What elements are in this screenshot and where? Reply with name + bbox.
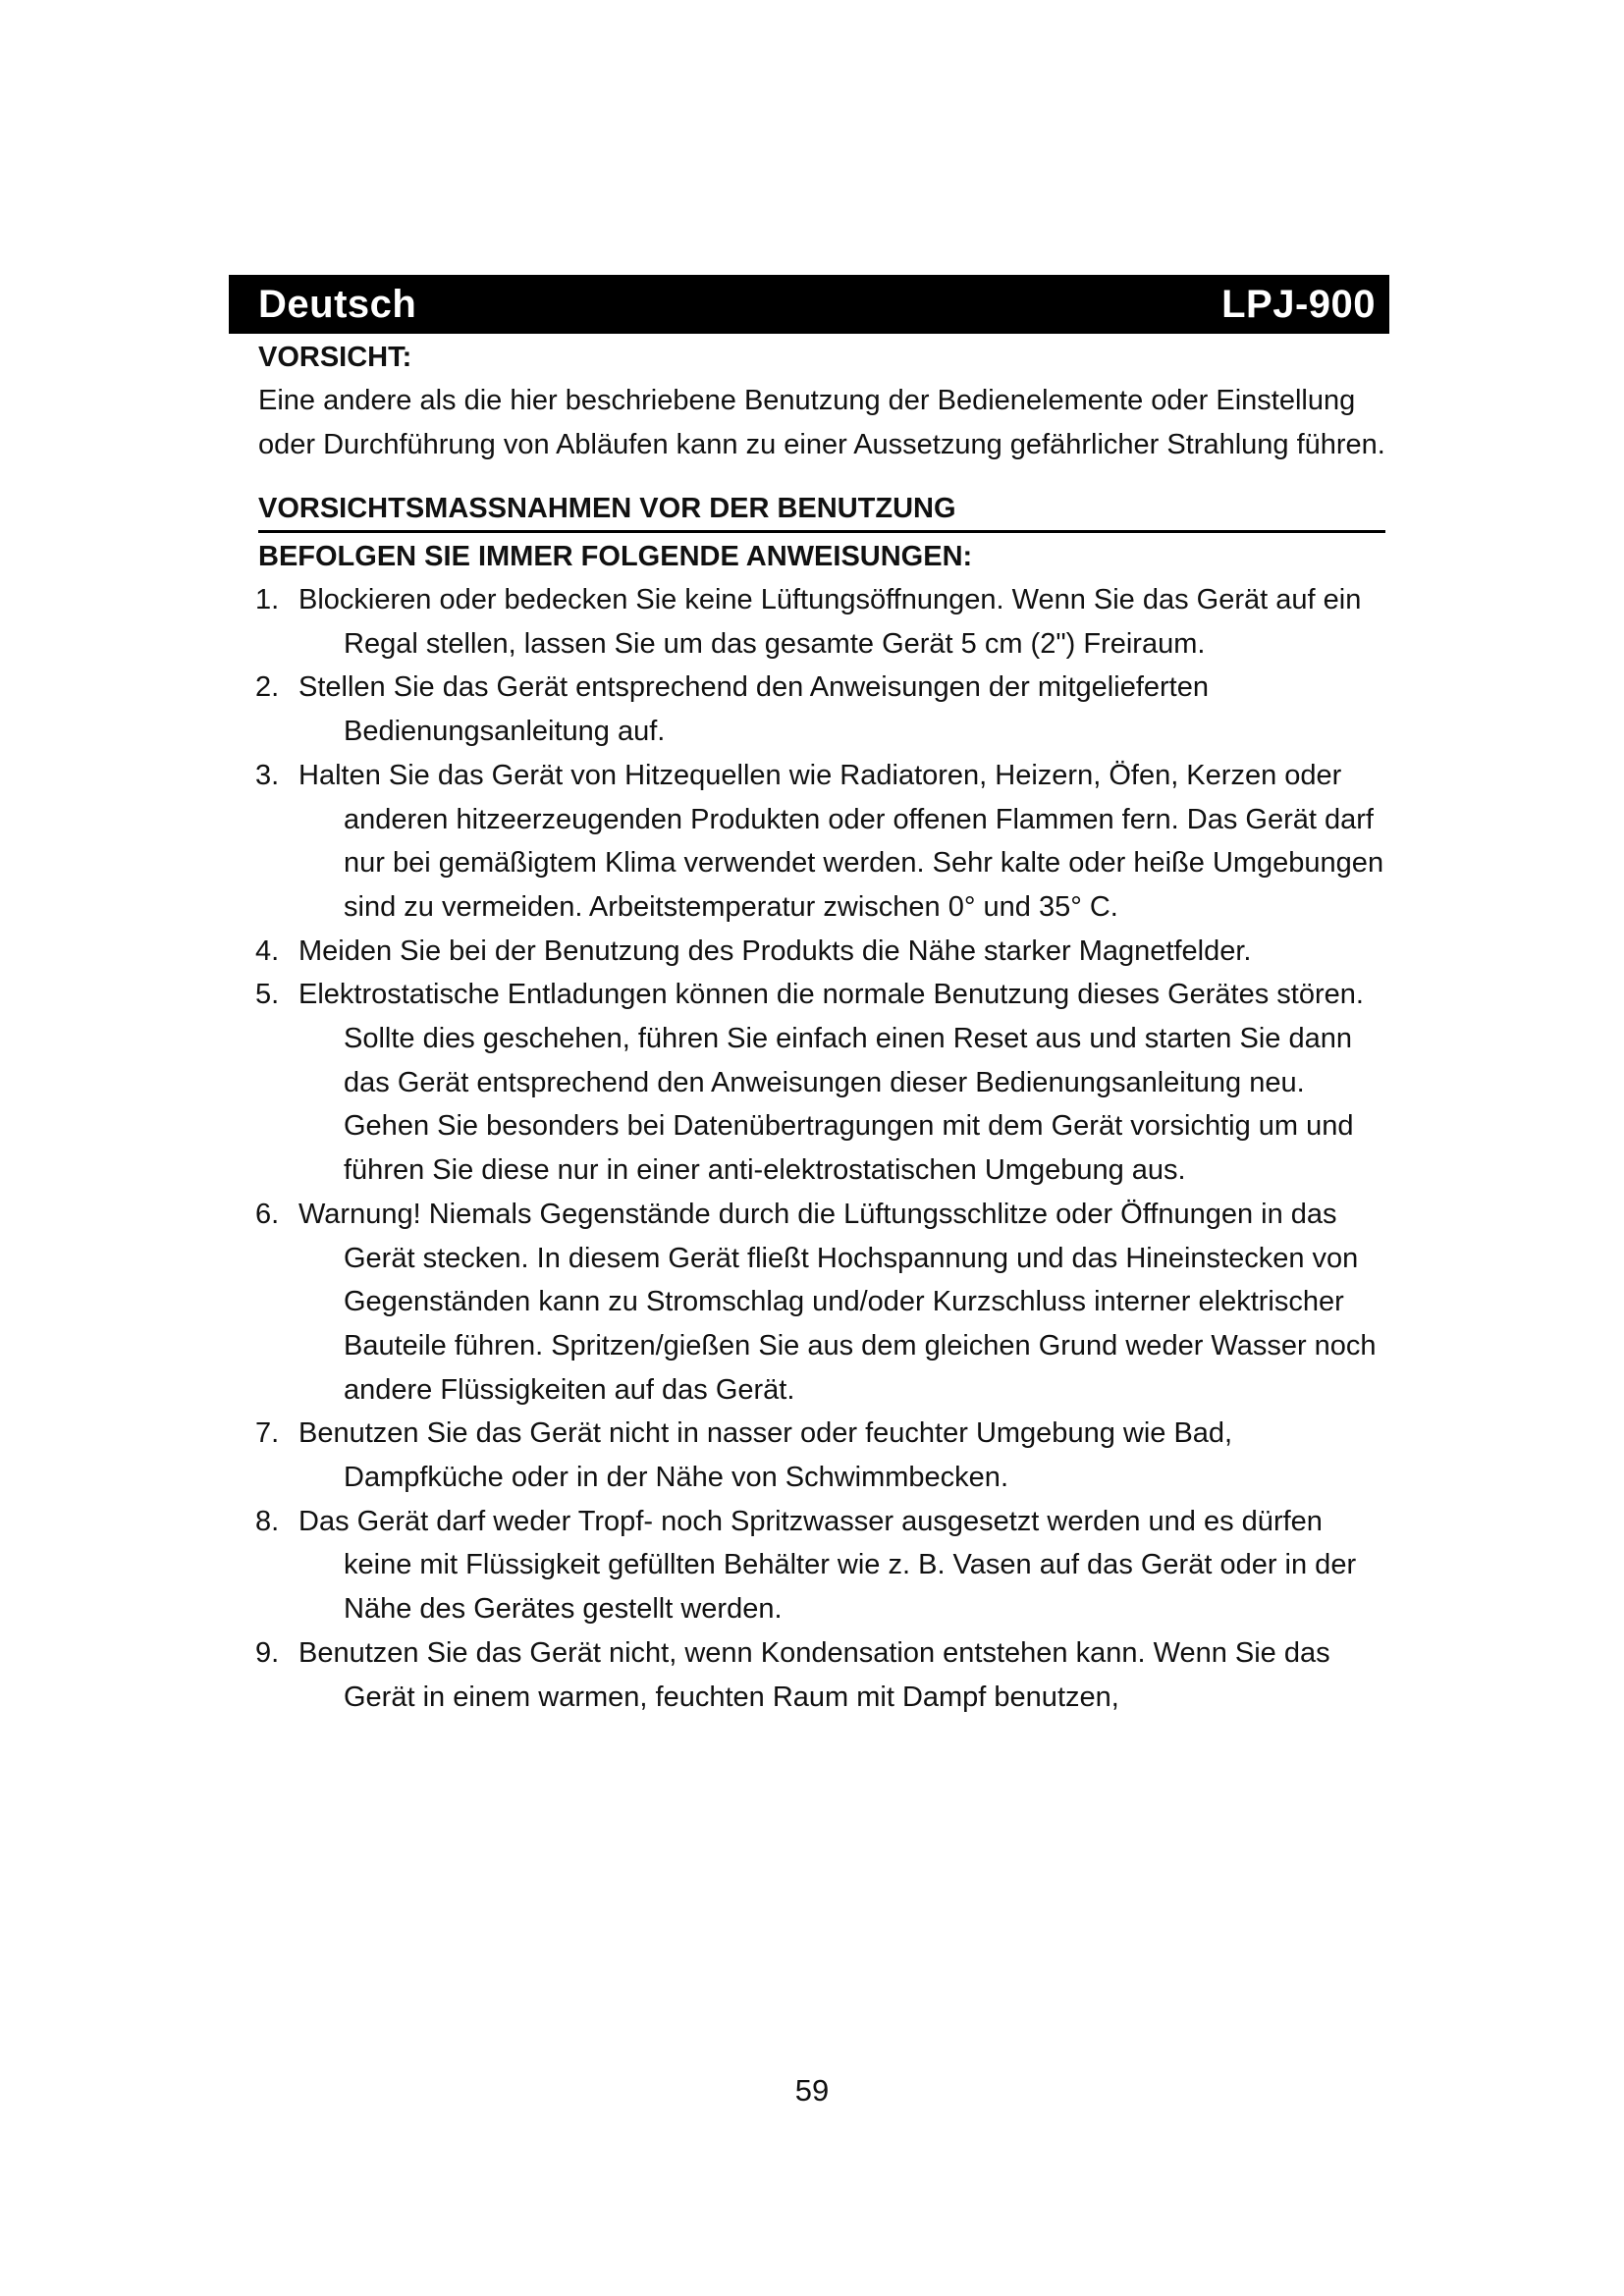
item-text: Elektrostatische Entladungen können die normale Benutzung dieses Gerätes stören. Sollte dies geschehen, führen Sie einfach einen Reset aus und starten Sie dann das Gerät entsprechend den Anweisungen dieser Bedienungsanleitung neu. Gehen Sie besonders bei Datenübertragungen mit dem Gerät vorsichtig um und führen Sie diese nur in einer anti-elektrostatischen Umgebung aus. bbox=[298, 979, 1364, 1187]
list-item bbox=[255, 666, 1387, 753]
item-text: Benutzen Sie das Gerät nicht, wenn Kondensation entstehen kann. Wenn Sie das Gerät in einem warmen, feuchten Raum mit Dampf benutzen, bbox=[298, 1636, 1330, 1713]
item-number: 6. bbox=[255, 1198, 280, 1230]
item-text: Halten Sie das Gerät von Hitzequellen wie Radiatoren, Heizern, Öfen, Kerzen oder anderen hitzeerzeugenden Produkten oder offenen Flammen fern. Das Gerät darf nur bei gemäßigtem Klima verwendet werden. Sehr kalte oder heiße Umgebungen sind zu vermeiden. Arbeitstemperatur zwischen 0° und 35° C. bbox=[298, 759, 1384, 923]
item-number: 7. bbox=[255, 1417, 280, 1450]
item-text: Das Gerät darf weder Tropf- noch Spritzwasser ausgesetzt werden und es dürfen keine mit Flüssigkeit gefüllten Behälter wie z. B. Vasen auf das Gerät oder in der Nähe des Gerätes gestellt werden. bbox=[298, 1505, 1357, 1626]
item-number: 3. bbox=[255, 759, 280, 791]
item-text: Benutzen Sie das Gerät nicht in nasser oder feuchter Umgebung wie Bad, Dampfküche oder in der Nähe von Schwimmbecken. bbox=[298, 1417, 1233, 1494]
item-text: Blockieren oder bedecken Sie keine Lüftungsöffnungen. Wenn Sie das Gerät auf ein Regal stellen, lassen Sie um das gesamte Gerät 5 cm (2") Freiraum. bbox=[298, 584, 1362, 660]
header-model: LPJ-900 bbox=[1221, 282, 1376, 326]
list-item bbox=[255, 754, 1387, 930]
item-number: 8. bbox=[255, 1505, 280, 1537]
item-number: 2. bbox=[255, 671, 280, 704]
list-item bbox=[255, 1631, 1387, 1719]
precautions-subtitle: BEFOLGEN SIE IMMER FOLGENDE ANWEISUNGEN: bbox=[258, 541, 973, 572]
list-item bbox=[255, 973, 1387, 1193]
page-content bbox=[255, 336, 1387, 1719]
list-item bbox=[255, 1412, 1387, 1499]
header-language: Deutsch bbox=[258, 282, 417, 326]
item-text: Warnung! Niemals Gegenstände durch die Lüftungsschlitze oder Öffnungen in das Gerät stecken. In diesem Gerät fließt Hochspannung und das Hineinstecken von Gegenständen kann zu Stromschlag und/oder Kurzschluss interner elektrischer Bauteile führen. Spritzen/gießen Sie aus dem gleichen Grund weder Wasser noch andere Flüssigkeiten auf das Gerät. bbox=[298, 1198, 1377, 1406]
section-divider bbox=[258, 530, 1385, 533]
page-number: 59 bbox=[794, 2073, 830, 2108]
caution-text: Eine andere als die hier beschriebene Benutzung der Bedienelemente oder Einstellung oder Durchführung von Abläufen kann zu einer Aussetzung gefährlicher Strahlung führen. bbox=[258, 385, 1385, 460]
list-item bbox=[255, 578, 1387, 666]
item-number: 4. bbox=[255, 934, 280, 967]
item-text: Meiden Sie bei der Benutzung des Produkts die Nähe starker Magnetfelder. bbox=[298, 934, 1252, 967]
header-bar bbox=[229, 275, 1389, 334]
item-number: 9. bbox=[255, 1636, 280, 1669]
item-text: Stellen Sie das Gerät entsprechend den Anweisungen der mitgelieferten Bedienungsanleitung auf. bbox=[298, 671, 1209, 748]
precautions-title: VORSICHTSMASSNAHMEN VOR DER BENUTZUNG bbox=[258, 493, 956, 524]
precautions-section bbox=[255, 487, 1387, 1719]
instruction-list bbox=[255, 578, 1387, 1719]
item-number: 1. bbox=[255, 584, 280, 615]
item-number: 5. bbox=[255, 979, 280, 1011]
list-item bbox=[255, 1193, 1387, 1413]
list-item bbox=[255, 1500, 1387, 1631]
caution-title: VORSICHT: bbox=[258, 342, 412, 373]
list-item bbox=[255, 930, 1387, 974]
